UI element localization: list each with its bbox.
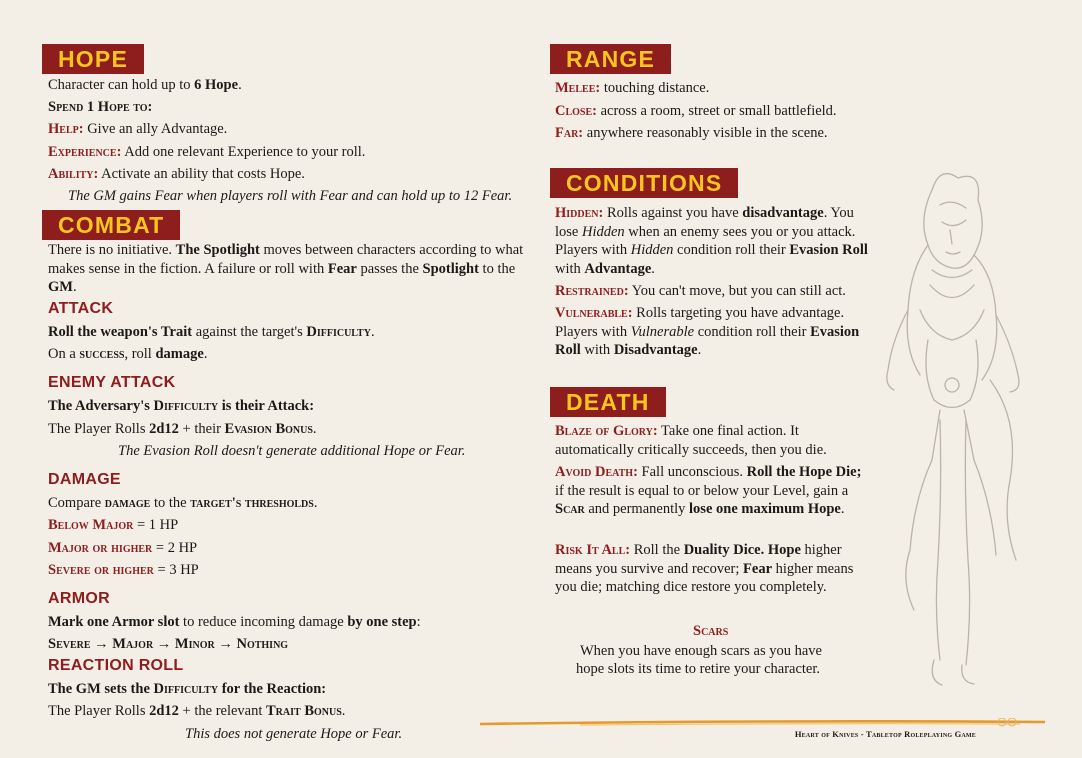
range-close: Close: across a room, street or small battlefield. [555,103,837,119]
condition-hidden: Hidden: Rolls against you have disadvantage. You lose Hidden when an enemy sees you or you attack. Players with Hidden condition roll their Evasion Roll with Advantage. [555,205,868,277]
range-melee: Melee: touching distance. [555,80,710,96]
enemy-attack-line-1: The Adversary's Difficulty is their Attack: [48,398,315,414]
damage-below-major: Below Major = 1 HP [48,517,179,533]
death-risk: Risk It All: Roll the Duality Dice. Hope higher means you survive and recover; Fear higher means you die; matching dice restore you completely. [555,542,854,595]
spend-hope-label: Spend 1 Hope to: [48,99,153,115]
enemy-attack-note: The Evasion Roll doesn't generate additional Hope or Fear. [118,443,466,459]
armor-steps: Severe → Major → Minor → Nothing [48,636,289,652]
combat-paragraph: There is no initiative. The Spotlight moves between characters according to what makes sense in the fiction. A failure or roll with Fear passes the Spotlight to the GM. [48,242,524,295]
reaction-heading: REACTION ROLL [48,657,184,674]
range-far: Far: anywhere reasonably visible in the scene. [555,125,828,141]
armor-line-1: Mark one Armor slot to reduce incoming damage by one step: [48,614,421,630]
damage-compare: Compare damage to the target's thresholds. [48,495,318,511]
reaction-note: This does not generate Hope or Fear. [185,726,403,742]
conditions-heading: CONDITIONS [550,168,738,198]
attack-line-1: Roll the weapon's Trait against the target's Difficulty. [48,324,375,340]
hope-note: The GM gains Fear when players roll with Fear and can hold up to 12 Fear. [68,188,513,204]
death-heading: DEATH [550,387,666,417]
attack-line-2: On a success, roll damage. [48,346,208,362]
armor-heading: ARMOR [48,590,110,607]
help-rule: Help: Give an ally Advantage. [48,121,228,137]
scars-text-2: hope slots its time to retire your character. [576,661,821,677]
reaction-line-1: The GM sets the Difficulty for the Reaction: [48,681,327,697]
hope-capacity: Character can hold up to 6 Hope. [48,77,242,93]
reaction-line-2: The Player Rolls 2d12 + the relevant Trait Bonus. [48,703,346,719]
scars-text-1: When you have enough scars as you have [580,643,822,659]
range-heading: RANGE [550,44,671,74]
damage-heading: DAMAGE [48,471,121,488]
death-blaze: Blaze of Glory: Take one final action. It automatically critically succeeds, then you die. [555,423,827,458]
character-illustration [870,160,1030,700]
footer-title: Heart of Knives - Tabletop Roleplaying Game [794,729,976,739]
hope-heading: HOPE [42,44,144,74]
footer-brush-stroke [480,718,1045,728]
damage-major: Major or higher = 2 HP [48,540,198,556]
condition-restrained: Restrained: You can't move, but you can still act. [555,283,846,299]
enemy-attack-heading: ENEMY ATTACK [48,374,176,391]
condition-vulnerable: Vulnerable: Rolls targeting you have advantage. Players with Vulnerable condition roll their Evasion Roll with Disadvantage. [555,305,860,358]
ability-rule: Ability: Activate an ability that costs Hope. [48,166,305,182]
scars-heading: Scars [693,623,729,639]
enemy-attack-line-2: The Player Rolls 2d12 + their Evasion Bonus. [48,421,317,437]
experience-rule: Experience: Add one relevant Experience to your roll. [48,144,366,160]
attack-heading: ATTACK [48,300,114,317]
damage-severe: Severe or higher = 3 HP [48,562,199,578]
combat-heading: COMBAT [42,210,180,240]
death-avoid: Avoid Death: Fall unconscious. Roll the Hope Die; if the result is equal to or below your Level, gain a Scar and permanently lose one maximum Hope. [555,464,862,517]
